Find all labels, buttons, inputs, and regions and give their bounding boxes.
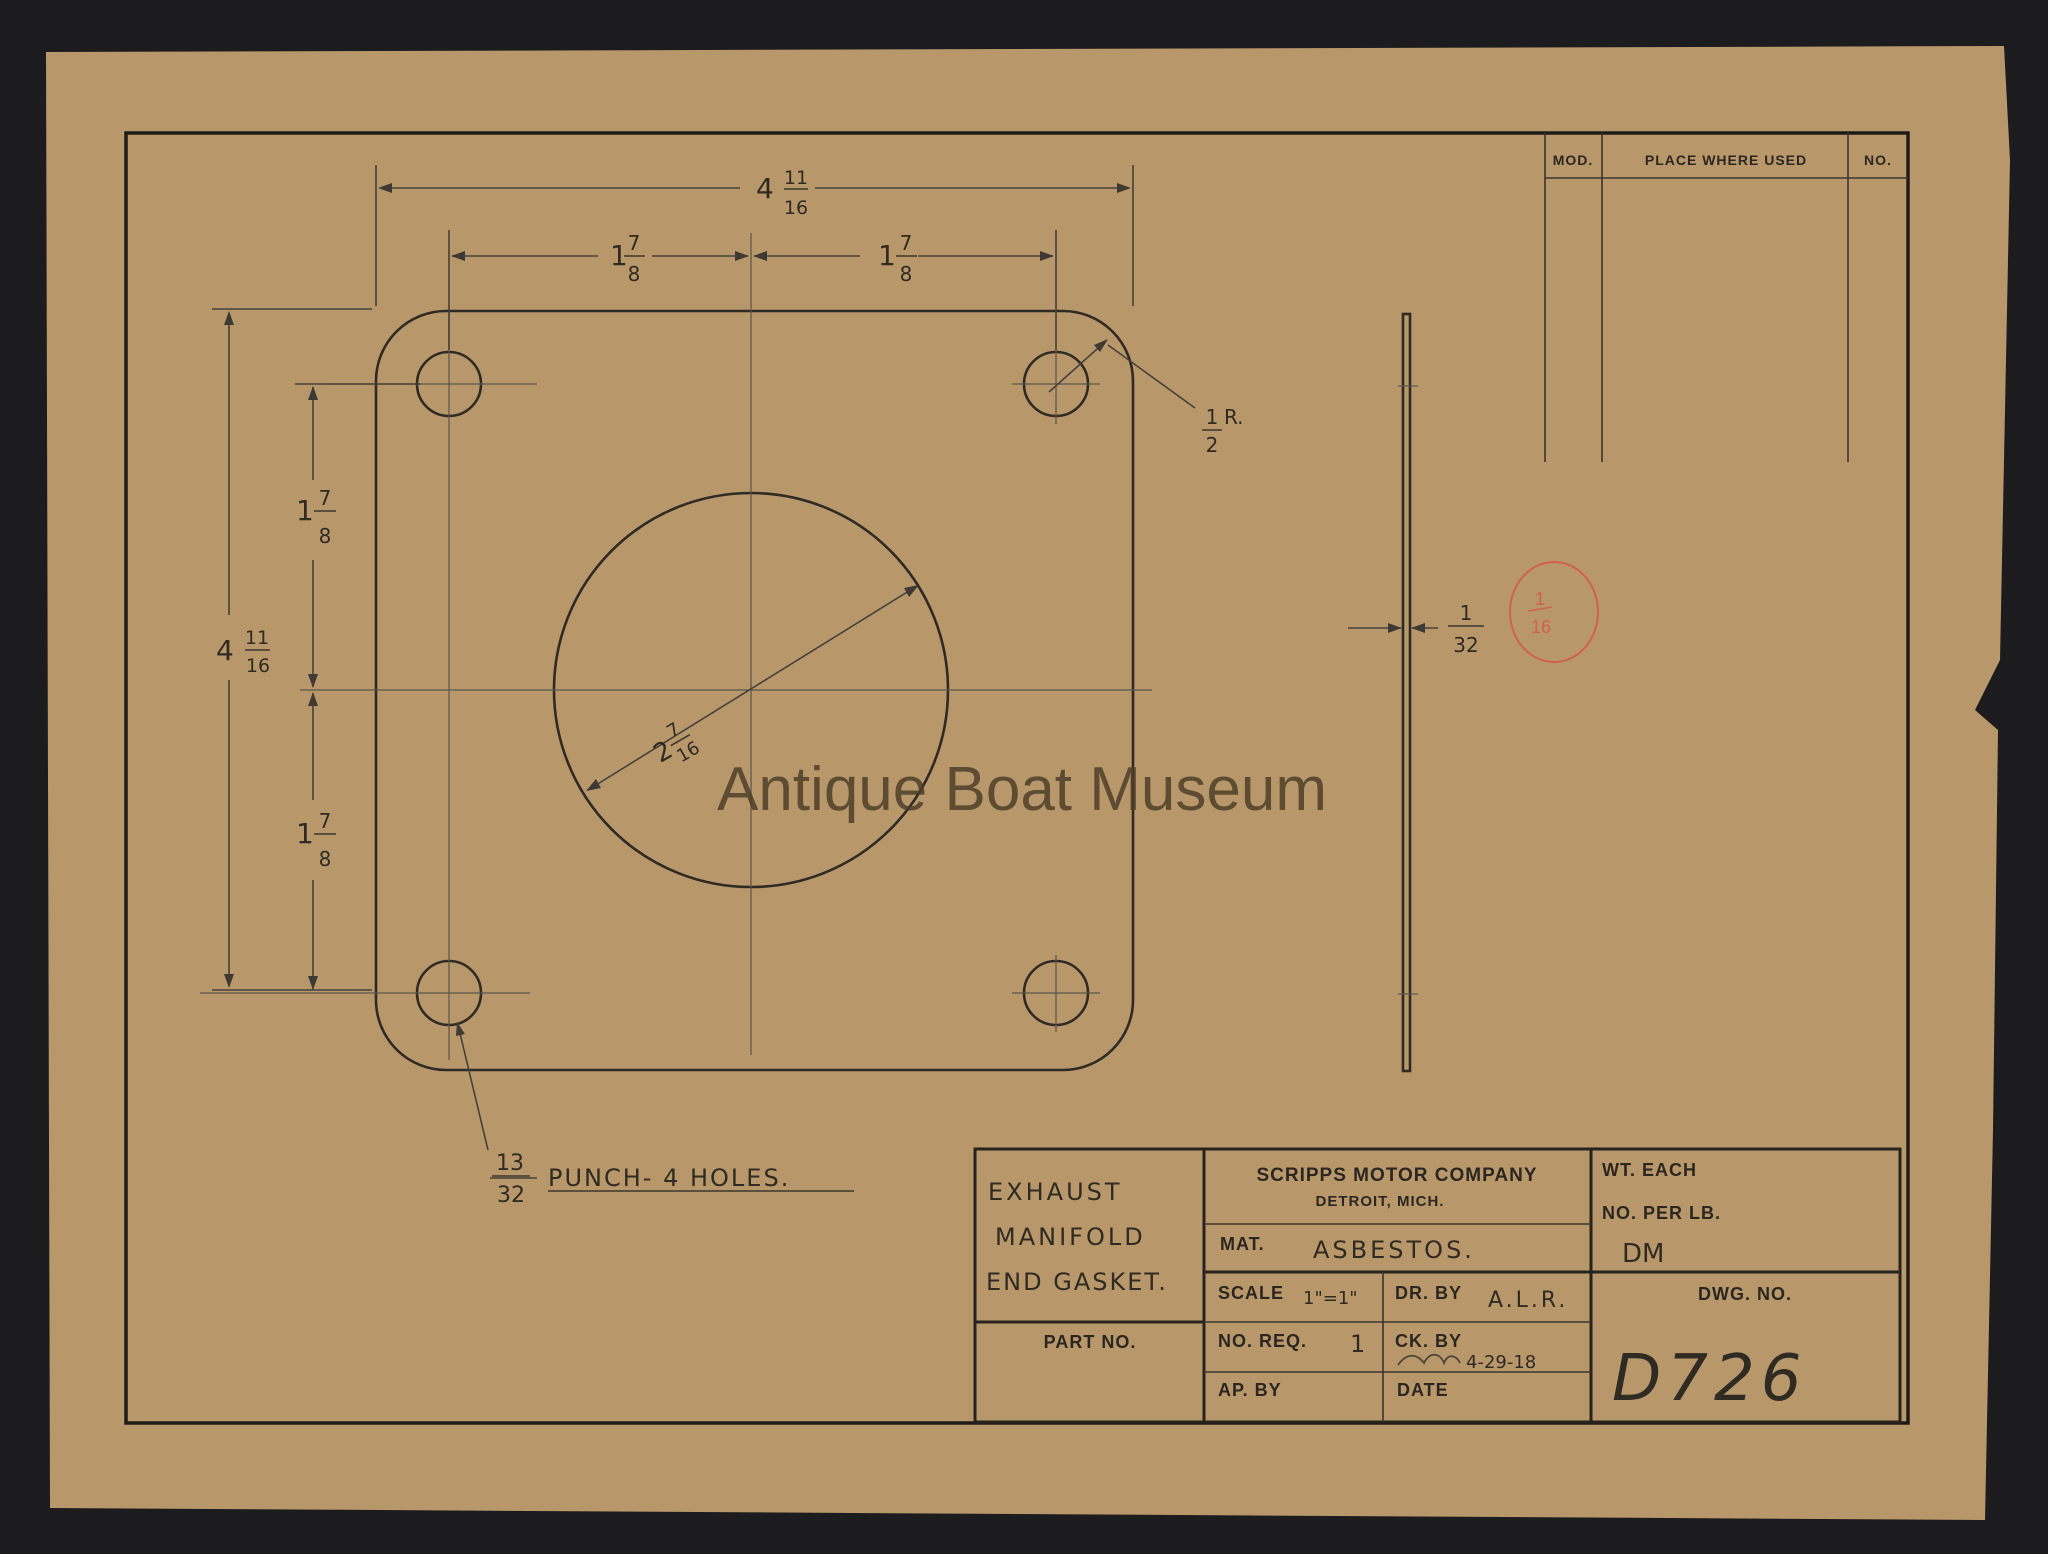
dim-center-dia-num: 7 xyxy=(663,718,684,743)
usage-header-mod: MOD. xyxy=(1552,152,1594,168)
dim-upper-half-den: 8 xyxy=(318,524,332,548)
ap-by-label: AP. BY xyxy=(1218,1380,1282,1400)
dim-upper-half-num: 7 xyxy=(318,486,332,510)
ck-by-label: CK. BY xyxy=(1395,1331,1463,1351)
dim-overall-height-num: 11 xyxy=(244,627,270,649)
mat-value: ASBESTOS. xyxy=(1313,1236,1475,1264)
dim-hole-den: 32 xyxy=(497,1183,525,1208)
dim-right-half-num: 7 xyxy=(899,231,913,255)
dim-overall-height-whole: 4 xyxy=(216,634,234,667)
dim-hole-num: 13 xyxy=(496,1151,524,1176)
part-name-line-1: EXHAUST xyxy=(988,1178,1123,1206)
wt-each-label: WT. EACH xyxy=(1602,1160,1697,1180)
dim-left-half-den: 8 xyxy=(627,262,641,286)
dim-corner-radius-suffix: R. xyxy=(1224,405,1244,429)
dim-lower-half-whole: 1 xyxy=(296,817,314,850)
dim-upper-half-whole: 1 xyxy=(296,494,314,527)
dim-corner-radius-den: 2 xyxy=(1205,433,1219,457)
dr-by-value: A.L.R. xyxy=(1488,1288,1569,1313)
part-name-line-3: END GASKET. xyxy=(986,1268,1168,1296)
watermark: Antique Boat Museum xyxy=(716,755,1328,824)
mat-label: MAT. xyxy=(1220,1234,1265,1254)
dim-overall-height-den: 16 xyxy=(245,655,271,677)
red-note-den: 16 xyxy=(1530,617,1552,637)
usage-header-no: NO. xyxy=(1864,152,1892,168)
dim-overall-width-num: 11 xyxy=(783,167,809,189)
red-note-num: 1 xyxy=(1534,589,1546,609)
dim-thickness-den: 32 xyxy=(1453,633,1479,657)
company-city: DETROIT, MICH. xyxy=(1315,1193,1445,1210)
dim-left-half-num: 7 xyxy=(627,231,641,255)
no-per-lb-label: NO. PER LB. xyxy=(1602,1203,1722,1223)
no-req-value: 1 xyxy=(1350,1330,1366,1358)
dim-lower-half-den: 8 xyxy=(318,847,332,871)
dim-right-half-den: 8 xyxy=(899,262,913,286)
date-label: DATE xyxy=(1397,1380,1449,1400)
company-name: SCRIPPS MOTOR COMPANY xyxy=(1256,1165,1538,1186)
dwg-no-value: D726 xyxy=(1612,1342,1808,1416)
dwg-no-label: DWG. NO. xyxy=(1698,1284,1792,1304)
part-name-line-2: MANIFOLD xyxy=(995,1223,1146,1251)
no-req-label: NO. REQ. xyxy=(1218,1331,1308,1351)
dr-by-label: DR. BY xyxy=(1395,1283,1463,1303)
part-no-label: PART NO. xyxy=(1043,1332,1137,1352)
dim-corner-radius-num: 1 xyxy=(1205,405,1219,429)
dim-thickness-num: 1 xyxy=(1459,601,1473,625)
scale-value: 1"=1" xyxy=(1303,1288,1358,1309)
usage-header-place: PLACE WHERE USED xyxy=(1644,152,1808,168)
scale-label: SCALE xyxy=(1218,1283,1285,1303)
ck-by-value: 4-29-18 xyxy=(1466,1352,1537,1373)
dim-right-half-whole: 1 xyxy=(878,239,896,272)
dim-left-half-whole: 1 xyxy=(610,239,628,272)
dim-center-dia-den: 16 xyxy=(673,737,704,768)
dim-overall-width-den: 16 xyxy=(783,197,809,219)
dim-lower-half-num: 7 xyxy=(318,809,332,833)
dim-overall-width-whole: 4 xyxy=(756,172,774,205)
dim-center-dia-whole: 2 xyxy=(648,735,678,770)
hole-note-text: PUNCH- 4 HOLES. xyxy=(548,1164,791,1192)
no-per-lb-value: DM xyxy=(1622,1239,1665,1269)
